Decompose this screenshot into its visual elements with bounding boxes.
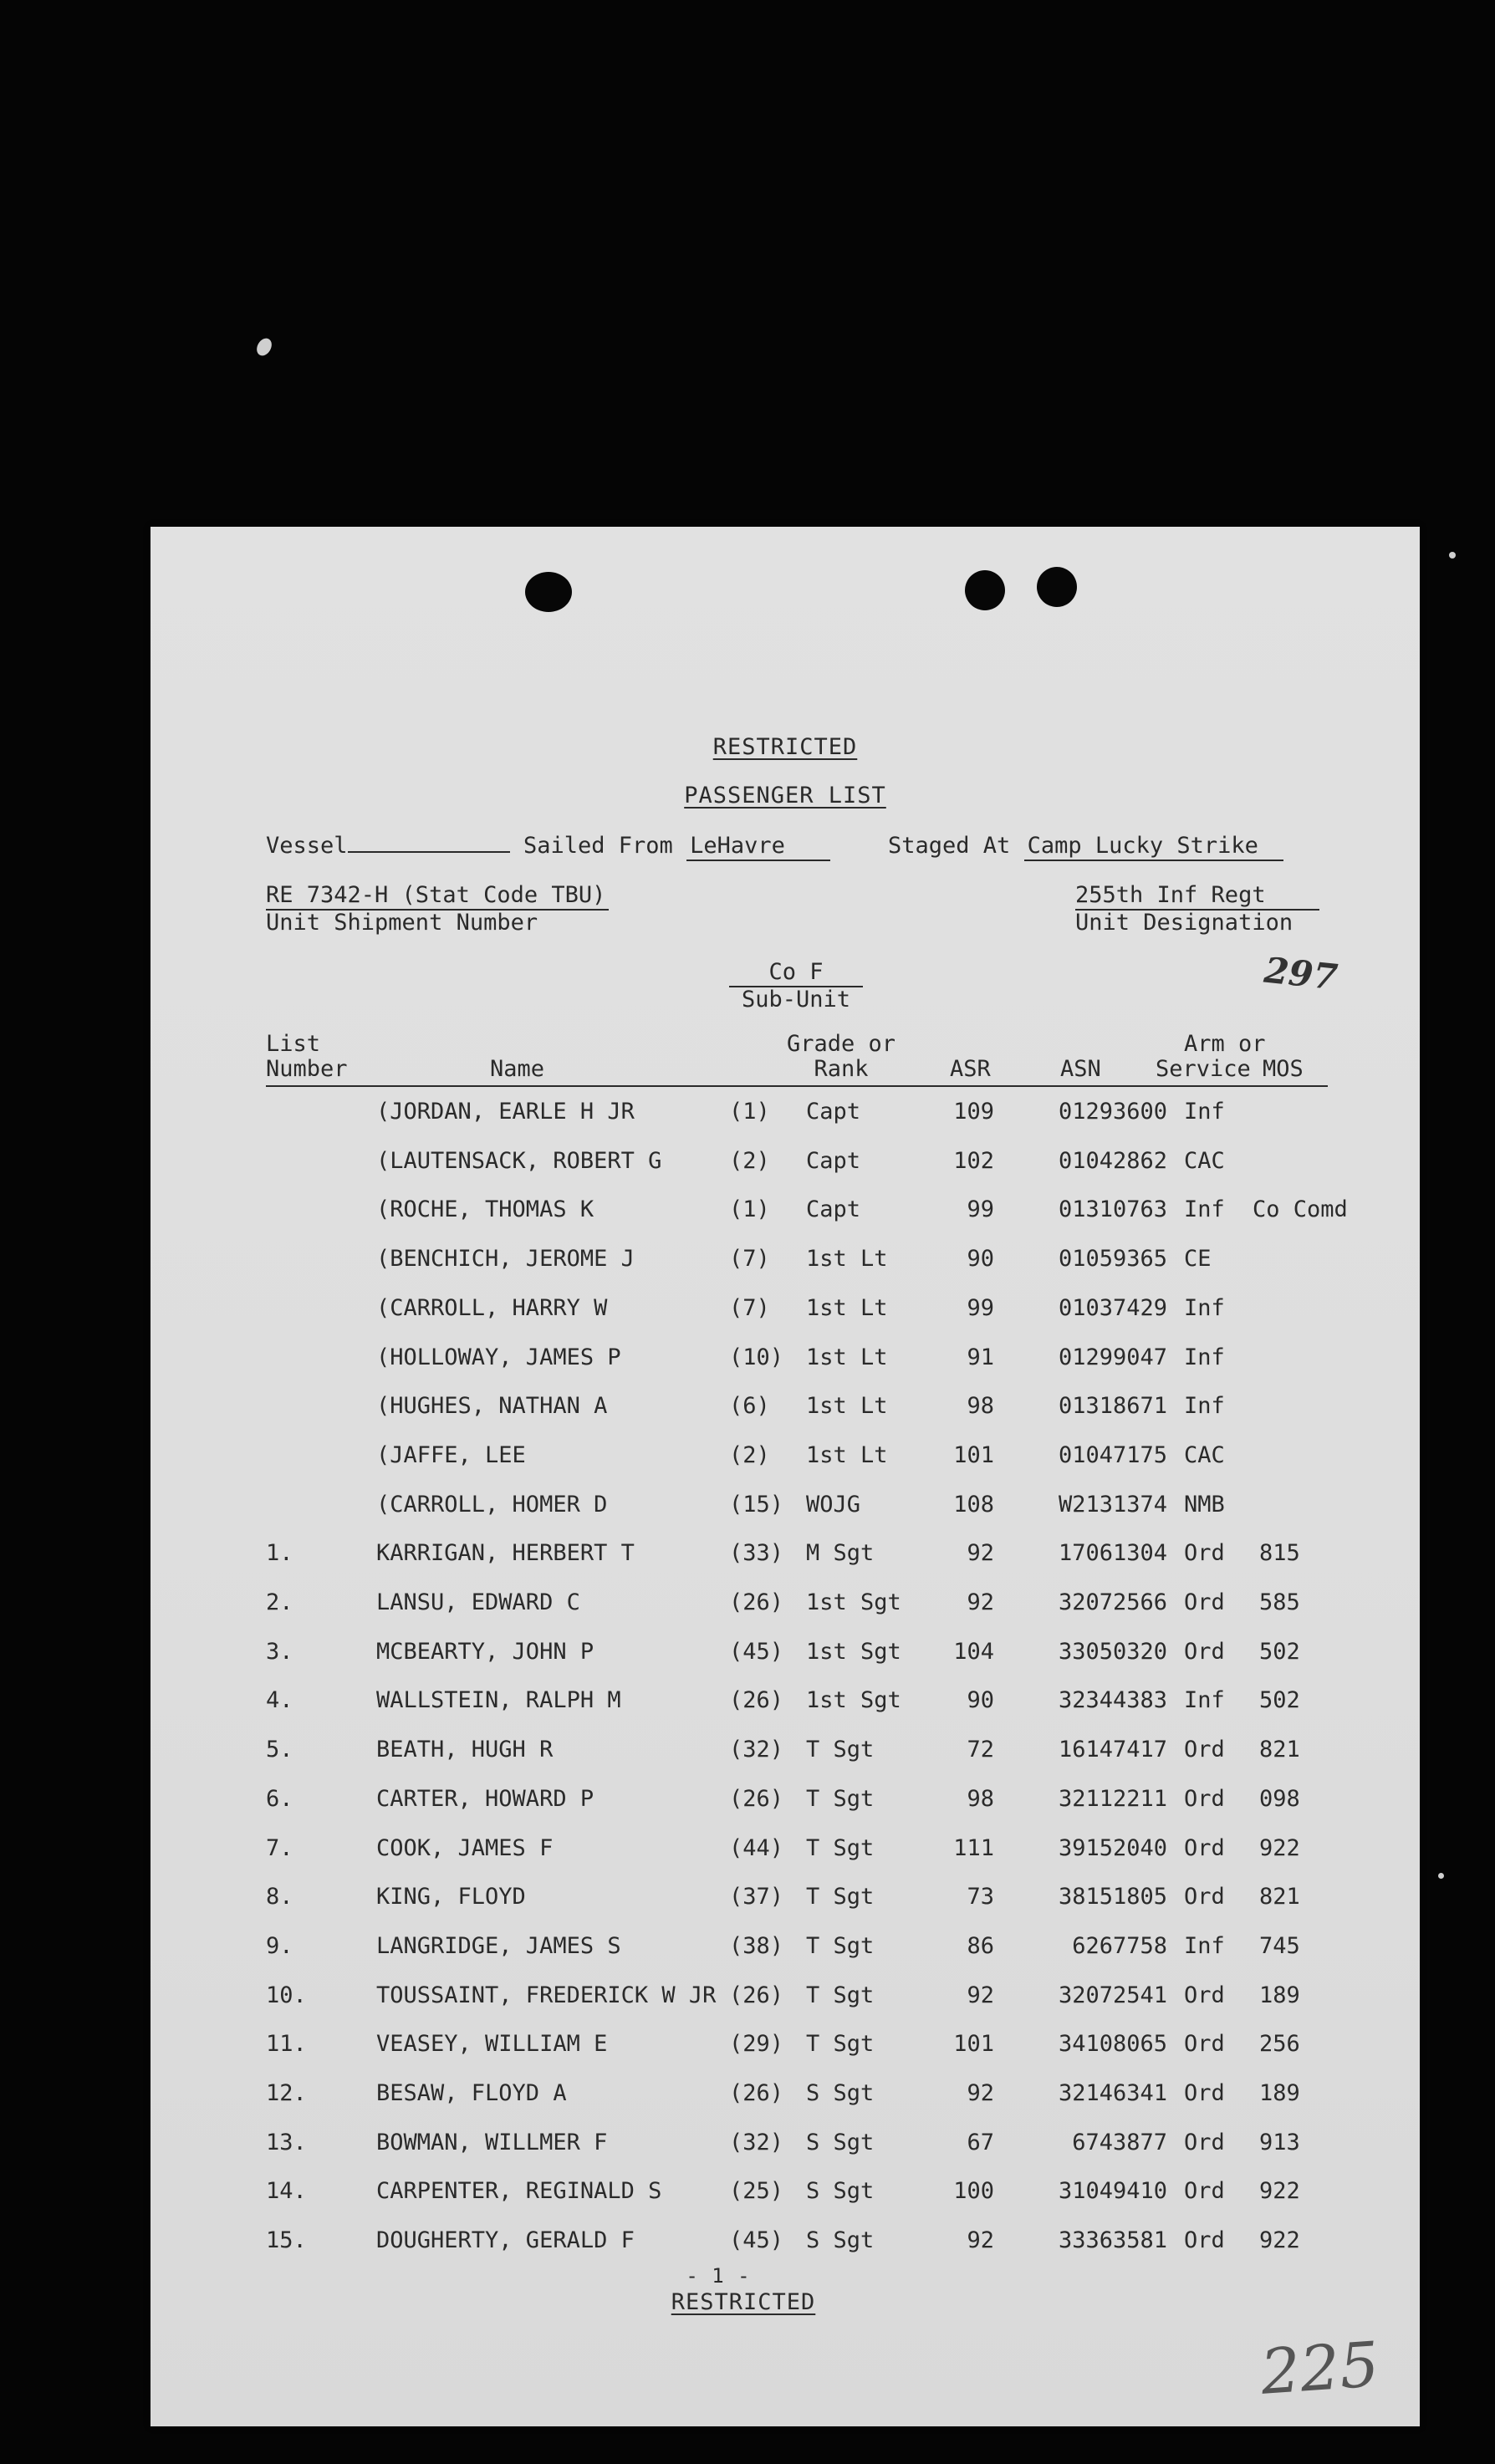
list-number-cell: 8. (266, 1884, 293, 1910)
subunit-block (729, 960, 863, 1013)
grade-cell: T Sgt (806, 1785, 875, 1812)
col-arm-service: Arm or Service (1156, 1031, 1266, 1082)
code-cell: (44) (729, 1834, 784, 1861)
arm-service-cell: Inf (1184, 1687, 1225, 1714)
name-cell: (ROCHE, THOMAS K (376, 1196, 594, 1223)
remark-cell: Co Comd (1253, 1196, 1348, 1223)
arm-service-cell: Inf (1184, 1344, 1225, 1370)
name-cell: VEASEY, WILLIAM E (376, 2031, 608, 2058)
handwritten-page-number: 297 (1262, 949, 1339, 998)
grade-cell: T Sgt (806, 1884, 875, 1910)
asr-cell: 104 (953, 1638, 994, 1665)
name-cell: (HOLLOWAY, JAMES P (376, 1344, 621, 1370)
table-row (151, 2178, 1420, 2227)
arm-service-cell: Ord (1184, 2080, 1225, 2106)
grade-cell: T Sgt (806, 2031, 875, 2058)
arm-service-cell: Inf (1184, 1099, 1225, 1125)
list-number-cell: 6. (266, 1785, 293, 1812)
grade-cell: WOJG (806, 1491, 861, 1518)
arm-service-cell: Inf (1184, 1294, 1225, 1321)
grade-cell: 1st Sgt (806, 1638, 901, 1665)
vessel-line (266, 833, 510, 859)
asn-cell: 32072566 (1058, 1589, 1167, 1615)
asr-cell: 86 (967, 1932, 994, 1959)
asn-cell: 32344383 (1058, 1687, 1167, 1714)
name-cell: MCBEARTY, JOHN P (376, 1638, 594, 1665)
asr-cell: 109 (953, 1099, 994, 1125)
code-cell: (6) (729, 1393, 770, 1420)
sailed-value: LeHavre (686, 833, 830, 861)
mos-cell: 189 (1259, 1982, 1300, 2008)
mos-cell: 502 (1259, 1687, 1300, 1714)
list-number-cell: 15. (266, 2227, 307, 2254)
table-row (151, 2031, 1420, 2079)
punch-hole (525, 572, 572, 612)
asr-cell: 98 (967, 1393, 994, 1420)
list-number-cell: 11. (266, 2031, 307, 2058)
code-cell: (29) (729, 2031, 784, 2058)
unit-designation-value: 255th Inf Regt (1075, 883, 1319, 911)
staged-line (888, 833, 1283, 859)
table-row (151, 1639, 1420, 1687)
name-cell: WALLSTEIN, RALPH M (376, 1687, 621, 1714)
mos-cell: 585 (1259, 1589, 1300, 1615)
code-cell: (2) (729, 1147, 770, 1174)
arm-service-cell: Ord (1184, 1834, 1225, 1861)
table-row (151, 1492, 1420, 1540)
code-cell: (45) (729, 1638, 784, 1665)
name-cell: CARTER, HOWARD P (376, 1785, 594, 1812)
arm-service-cell: Inf (1184, 1932, 1225, 1959)
table-row (151, 2130, 1420, 2178)
table-row (151, 1982, 1420, 2031)
scan-speck (254, 335, 275, 358)
list-number-cell: 5. (266, 1737, 293, 1763)
scan-speck (1438, 1873, 1444, 1879)
mos-cell: 745 (1259, 1932, 1300, 1959)
arm-service-cell: CAC (1184, 1441, 1225, 1468)
asr-cell: 92 (967, 1589, 994, 1615)
asn-cell: 6743877 (1072, 2129, 1167, 2155)
asr-cell: 92 (967, 1982, 994, 2008)
grade-cell: M Sgt (806, 1540, 875, 1567)
subunit-value: Co F (729, 960, 863, 987)
shipment-number-value: RE 7342-H (Stat Code TBU) (266, 883, 609, 911)
asn-cell: 01059365 (1058, 1246, 1167, 1273)
name-cell: KING, FLOYD (376, 1884, 526, 1910)
name-cell: LANSU, EDWARD C (376, 1589, 580, 1615)
mos-cell: 913 (1259, 2129, 1300, 2155)
table-row (151, 1589, 1420, 1638)
asn-cell: 32072541 (1058, 1982, 1167, 2008)
asr-cell: 92 (967, 2080, 994, 2106)
grade-cell: 1st Lt (806, 1344, 888, 1370)
list-number-cell: 13. (266, 2129, 307, 2155)
asn-cell: 01042862 (1058, 1147, 1167, 1174)
table-row (151, 1442, 1420, 1491)
arm-service-cell: CE (1184, 1246, 1212, 1273)
table-row (151, 1344, 1420, 1393)
asr-cell: 72 (967, 1737, 994, 1763)
asn-cell: 17061304 (1058, 1540, 1167, 1567)
name-cell: (CARROLL, HARRY W (376, 1294, 608, 1321)
asn-cell: 38151805 (1058, 1884, 1167, 1910)
arm-service-cell: Ord (1184, 1785, 1225, 1812)
grade-cell: 1st Lt (806, 1441, 888, 1468)
vessel-label: Vessel (266, 833, 348, 859)
arm-service-cell: Ord (1184, 1638, 1225, 1665)
code-cell: (38) (729, 1932, 784, 1959)
asn-cell: 33363581 (1058, 2227, 1167, 2254)
list-number-cell: 14. (266, 2178, 307, 2205)
code-cell: (7) (729, 1246, 770, 1273)
asr-cell: 73 (967, 1884, 994, 1910)
asr-cell: 99 (967, 1196, 994, 1223)
list-number-cell: 7. (266, 1834, 293, 1861)
subunit-label: Sub-Unit (741, 987, 851, 1013)
arm-service-cell: Ord (1184, 1540, 1225, 1567)
arm-service-cell: Inf (1184, 1393, 1225, 1420)
col-mos: MOS (1263, 1056, 1304, 1082)
handwritten-number: 225 (1258, 2329, 1382, 2409)
asn-cell: 31049410 (1058, 2178, 1167, 2205)
code-cell: (37) (729, 1884, 784, 1910)
asr-cell: 92 (967, 1540, 994, 1567)
table-row (151, 2080, 1420, 2129)
code-cell: (32) (729, 2129, 784, 2155)
code-cell: (25) (729, 2178, 784, 2205)
punch-hole (1037, 567, 1077, 607)
code-cell: (33) (729, 1540, 784, 1567)
asn-cell: 01037429 (1058, 1294, 1167, 1321)
mos-cell: 502 (1259, 1638, 1300, 1665)
asn-cell: 01299047 (1058, 1344, 1167, 1370)
mos-cell: 821 (1259, 1884, 1300, 1910)
asr-cell: 67 (967, 2129, 994, 2155)
asr-cell: 98 (967, 1785, 994, 1812)
staged-label: Staged At (888, 833, 1011, 859)
mos-cell: 815 (1259, 1540, 1300, 1567)
unit-designation-label: Unit Designation (1075, 910, 1293, 936)
name-cell: LANGRIDGE, JAMES S (376, 1932, 621, 1959)
arm-service-cell: Ord (1184, 1589, 1225, 1615)
grade-cell: T Sgt (806, 1932, 875, 1959)
code-cell: (26) (729, 1982, 784, 2008)
name-cell: TOUSSAINT, FREDERICK W JR (376, 1982, 717, 2008)
name-cell: (CARROLL, HOMER D (376, 1491, 608, 1518)
code-cell: (26) (729, 2080, 784, 2106)
vessel-field (348, 851, 510, 853)
grade-cell: T Sgt (806, 1737, 875, 1763)
name-cell: COOK, JAMES F (376, 1834, 554, 1861)
table-row (151, 1540, 1420, 1589)
asr-cell: 92 (967, 2227, 994, 2254)
grade-cell: T Sgt (806, 1834, 875, 1861)
mos-cell: 189 (1259, 2080, 1300, 2106)
name-cell: KARRIGAN, HERBERT T (376, 1540, 635, 1567)
list-number-cell: 10. (266, 1982, 307, 2008)
table-row (151, 1884, 1420, 1932)
code-cell: (1) (729, 1099, 770, 1125)
code-cell: (1) (729, 1196, 770, 1223)
mos-cell: 256 (1259, 2031, 1300, 2058)
mos-cell: 098 (1259, 1785, 1300, 1812)
arm-service-cell: Ord (1184, 2178, 1225, 2205)
mos-cell: 922 (1259, 2178, 1300, 2205)
arm-service-cell: Ord (1184, 2129, 1225, 2155)
name-cell: (HUGHES, NATHAN A (376, 1393, 608, 1420)
asr-cell: 90 (967, 1246, 994, 1273)
classification-bottom: RESTRICTED (671, 2289, 816, 2315)
asr-cell: 99 (967, 1294, 994, 1321)
table-row (151, 1196, 1420, 1245)
grade-cell: S Sgt (806, 2080, 875, 2106)
grade-cell: Capt (806, 1099, 861, 1125)
asn-cell: 01293600 (1058, 1099, 1167, 1125)
code-cell: (10) (729, 1344, 784, 1370)
grade-cell: S Sgt (806, 2129, 875, 2155)
arm-service-cell: Ord (1184, 1982, 1225, 2008)
page-marker: - 1 - (686, 2264, 751, 2288)
col-grade-rank: Grade or Rank (786, 1031, 896, 1082)
unit-block (1075, 883, 1319, 936)
name-cell: (JORDAN, EARLE H JR (376, 1099, 635, 1125)
name-cell: (BENCHICH, JEROME J (376, 1246, 635, 1273)
grade-cell: 1st Lt (806, 1393, 888, 1420)
arm-service-cell: NMB (1184, 1491, 1225, 1518)
list-number-cell: 12. (266, 2080, 307, 2106)
arm-service-cell: Inf (1184, 1196, 1225, 1223)
grade-cell: S Sgt (806, 2178, 875, 2205)
asn-cell: 6267758 (1072, 1932, 1167, 1959)
document-page (151, 527, 1420, 2426)
asr-cell: 101 (953, 1441, 994, 1468)
asn-cell: 32112211 (1058, 1785, 1167, 1812)
table-row (151, 1295, 1420, 1344)
mos-cell: 922 (1259, 1834, 1300, 1861)
name-cell: CARPENTER, REGINALD S (376, 2178, 662, 2205)
table-row (151, 1393, 1420, 1441)
asn-cell: 33050320 (1058, 1638, 1167, 1665)
shipment-number-label: Unit Shipment Number (266, 910, 538, 936)
col-asn: ASN (1060, 1056, 1101, 1082)
asr-cell: 100 (953, 2178, 994, 2205)
asr-cell: 111 (953, 1834, 994, 1861)
list-number-cell: 1. (266, 1540, 293, 1567)
col-list-number: List Number (266, 1031, 348, 1082)
list-number-cell: 9. (266, 1932, 293, 1959)
sailed-line (523, 833, 830, 859)
table-row (151, 1246, 1420, 1294)
name-cell: BEATH, HUGH R (376, 1737, 554, 1763)
asn-cell: 01310763 (1058, 1196, 1167, 1223)
code-cell: (15) (729, 1491, 784, 1518)
col-asr: ASR (950, 1056, 991, 1082)
asn-cell: W2131374 (1058, 1491, 1167, 1518)
asn-cell: 01318671 (1058, 1393, 1167, 1420)
name-cell: BOWMAN, WILLMER F (376, 2129, 608, 2155)
staged-value: Camp Lucky Strike (1024, 833, 1283, 861)
asr-cell: 108 (953, 1491, 994, 1518)
code-cell: (2) (729, 1441, 770, 1468)
punch-hole (965, 570, 1005, 610)
scan-speck (1449, 552, 1456, 559)
classification-top: RESTRICTED (712, 734, 858, 760)
mos-cell: 922 (1259, 2227, 1300, 2254)
table-row (151, 1933, 1420, 1982)
shipment-block (266, 883, 609, 936)
table-row (151, 1148, 1420, 1196)
grade-cell: Capt (806, 1147, 861, 1174)
asn-cell: 01047175 (1058, 1441, 1167, 1468)
table-row (151, 1786, 1420, 1834)
code-cell: (26) (729, 1785, 784, 1812)
grade-cell: 1st Sgt (806, 1687, 901, 1714)
arm-service-cell: Ord (1184, 2227, 1225, 2254)
grade-cell: Capt (806, 1196, 861, 1223)
sailed-label: Sailed From (523, 833, 673, 859)
asr-cell: 91 (967, 1344, 994, 1370)
asn-cell: 32146341 (1058, 2080, 1167, 2106)
code-cell: (32) (729, 1737, 784, 1763)
asn-cell: 34108065 (1058, 2031, 1167, 2058)
list-number-cell: 4. (266, 1687, 293, 1714)
grade-cell: T Sgt (806, 1982, 875, 2008)
name-cell: BESAW, FLOYD A (376, 2080, 567, 2106)
grade-cell: 1st Sgt (806, 1589, 901, 1615)
list-number-cell: 3. (266, 1638, 293, 1665)
name-cell: DOUGHERTY, GERALD F (376, 2227, 635, 2254)
arm-service-cell: CAC (1184, 1147, 1225, 1174)
arm-service-cell: Ord (1184, 1884, 1225, 1910)
name-cell: (LAUTENSACK, ROBERT G (376, 1147, 662, 1174)
table-row (151, 1835, 1420, 1884)
code-cell: (26) (729, 1589, 784, 1615)
mos-cell: 821 (1259, 1737, 1300, 1763)
arm-service-cell: Ord (1184, 1737, 1225, 1763)
col-name: Name (490, 1056, 545, 1082)
table-row (151, 1099, 1420, 1147)
code-cell: (7) (729, 1294, 770, 1321)
table-row (151, 1687, 1420, 1736)
asr-cell: 102 (953, 1147, 994, 1174)
arm-service-cell: Ord (1184, 2031, 1225, 2058)
grade-cell: 1st Lt (806, 1294, 888, 1321)
asn-cell: 39152040 (1058, 1834, 1167, 1861)
header-rule (266, 1085, 1328, 1087)
asn-cell: 16147417 (1058, 1737, 1167, 1763)
grade-cell: 1st Lt (806, 1246, 888, 1273)
document-title: PASSENGER LIST (684, 783, 886, 809)
code-cell: (45) (729, 2227, 784, 2254)
list-number-cell: 2. (266, 1589, 293, 1615)
asr-cell: 90 (967, 1687, 994, 1714)
grade-cell: S Sgt (806, 2227, 875, 2254)
code-cell: (26) (729, 1687, 784, 1714)
name-cell: (JAFFE, LEE (376, 1441, 526, 1468)
asr-cell: 101 (953, 2031, 994, 2058)
table-row (151, 1737, 1420, 1785)
